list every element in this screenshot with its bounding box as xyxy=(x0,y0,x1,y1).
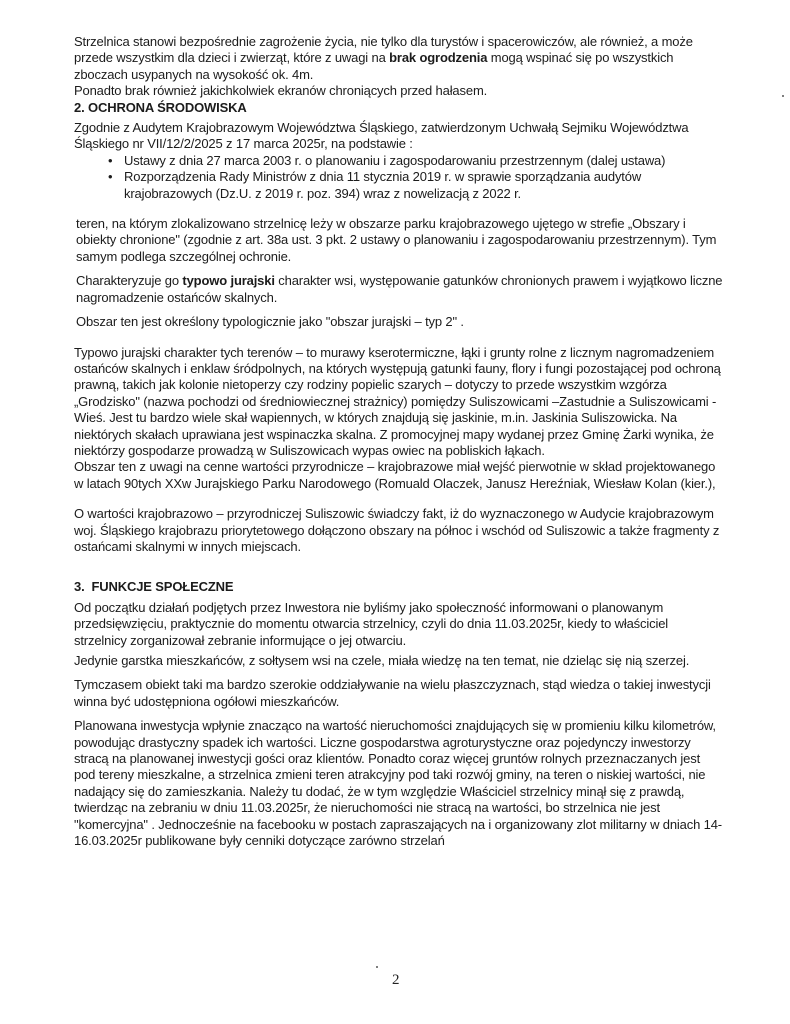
section-3-heading: 3. FUNKCJE SPOŁECZNE xyxy=(74,579,234,595)
emphasis-no-fence: brak ogrodzenia xyxy=(389,50,488,66)
page-number: 2 xyxy=(392,972,400,988)
section-3-paragraph-1: Od początku działań podjętych przez Inwestora nie byliśmy jako społeczność informowani o planowanym przedsięwzięciu, praktycznie do momentu otwarcia strzelnicy, czyli do dnia 11.03.2025r, kiedy to właściciel strzelnicy zorganizował zebranie informujące o jej otwarciu. xyxy=(74,599,669,648)
section-3-paragraph-2: Jedynie garstka mieszkańców, z sołtysem wsi na czele, miała wiedzę na ten temat, nie dzieląc się nią szerzej. xyxy=(74,653,690,668)
scan-speck xyxy=(782,95,784,97)
section-2-paragraph-2: Charakteryzuje go typowo jurajski charakter wsi, występowanie gatunków chronionych prawem i wyjątkowo liczne nagromadzenie ostańców skalnych. xyxy=(76,273,723,305)
section-2-paragraph-5: Obszar ten z uwagi na cenne wartości przyrodnicze – krajobrazowe miał wejść pierwotnie w skład projektowanego w latach 90tych XXw Jurajskiego Parku Narodowego (Romuald Olaczek, Janusz Hereźniak, Wiesław Kolan (kier.), xyxy=(74,459,716,491)
section-3-paragraph-3: Tymczasem obiekt taki ma bardzo szerokie oddziaływanie na wielu płaszczyznach, stąd wiedza o takiej inwestycji winna być udostępniona ogółowi mieszkańców. xyxy=(74,677,711,709)
legal-basis-list xyxy=(74,153,724,202)
section-2-paragraph-1: teren, na którym zlokalizowano strzelnicę leży w obszarze parku krajobrazowego ujętego w strefie „Obszary i obiekty chronione" (zgodnie z art. 38a ust. 3 pkt. 2 ustawy o planowaniu i zagospodarowaniu przestrzennym). Tym samym podlega szczególnej ochronie. xyxy=(76,216,717,264)
section-2-heading: 2. OCHRONA ŚRODOWISKA xyxy=(74,99,247,115)
scan-speck xyxy=(376,966,378,968)
list-item: • Ustawy z dnia 27 marca 2003 r. o planowaniu i zagospodarowaniu przestrzennym (dalej ustawa) xyxy=(110,153,724,169)
section-2-paragraph-6: O wartości krajobrazowo – przyrodniczej Suliszowic świadczy fakt, iż do wyznaczonego w Audycie krajobrazowym woj. Śląskiego krajobrazu priorytetowego dołączono obszary na północ i wschód od Suliszowic a także fragmenty z ostańcami skalnymi w innych miejscach. xyxy=(74,506,720,554)
intro-paragraph: Strzelnica stanowi bezpośrednie zagrożenie życia, nie tylko dla turystów i spacerowiczów, ale również, a może przede wszystkim dla dzieci i zwierząt, które z uwagi na brak ogrodzenia mogą wspinać się po wszystkich zboczach usypanych na wysokość ok. 4m. xyxy=(74,34,693,82)
section-2-lead: Zgodnie z Audytem Krajobrazowym Województwa Śląskiego, zatwierdzonym Uchwałą Sejmiku Województwa Śląskiego nr VII/12/2/2025 z 17 marca 2025r, na podstawie : xyxy=(74,120,689,152)
emphasis-jurassic: typowo jurajski xyxy=(182,273,275,289)
list-item: • Rozporządzenia Rady Ministrów z dnia 11 stycznia 2019 r. w sprawie sporządzania audytów krajobrazowych (Dz.U. z 2019 r. poz. 394) wraz z nowelizacją z 2022 r. xyxy=(110,169,724,202)
section-2-paragraph-4: Typowo jurajski charakter tych terenów – to murawy kserotermiczne, łąki i grunty rolne z licznym nagromadzeniem ostańców skalnych i enklaw śródpolnych, na których występują gatunki fauny, flory i fungi pozostającej pod ochroną prawną, takich jak kolonie nietoperzy czy rodziny popielic szarych – dotyczy to przede wszystkim wzgórza „Grodzisko" (nazwa pochodzi od średniowiecznej strażnicy) pomiędzy Suliszowicami –Zastudnie a Suliszowicami - Wieś. Jest tu bardzo wiele skał wapiennych, w których znajdują się jaskinie, m.in. Jaskinia Suliszowicka. Na niektórych skałach uprawiana jest wspinaczka skalna. Z promocyjnej mapy wydanej przez Gminę Żarki wynika, że niektórzy gospodarze prowadzą w Suliszowicach wypas owiec na pobliskich łąkach. xyxy=(74,344,721,458)
section-3-paragraph-4: Planowana inwestycja wpłynie znacząco na wartość nieruchomości znajdujących się w promieniu kilku kilometrów, powodując drastyczny spadek ich wartości. Liczne gospodarstwa agroturystyczne oraz pojedynczy inwestorzy stracą na planowanej inwestycji gości oraz klientów. Ponadto coraz więcej gruntów rolnych przeznaczanych jest pod tereny mieszkalne, a strzelnica zmieni teren atrakcyjny pod taki rozwój gminy, na teren o niskiej wartości, nie nadający się do zamieszkania. Należy tu dodać, że w tym względzie Właściciel strzelnicy minął się z prawdą, twierdząc na zebraniu w dniu 11.03.2025r, że nieruchomości nie stracą na wartości, bo strzelnica nie jest "komercyjna" . Jednocześnie na facebooku w postach zapraszających na i organizowany zlot militarny w dniach 14-16.03.2025r publikowane były cenniki dotyczące zarówno strzelań xyxy=(74,718,722,849)
document-body xyxy=(74,34,724,849)
section-2-paragraph-3: Obszar ten jest określony typologicznie jako "obszar jurajski – typ 2" . xyxy=(76,314,464,330)
intro-paragraph-noise: Ponadto brak również jakichkolwiek ekranów chroniących przed hałasem. xyxy=(74,83,488,99)
